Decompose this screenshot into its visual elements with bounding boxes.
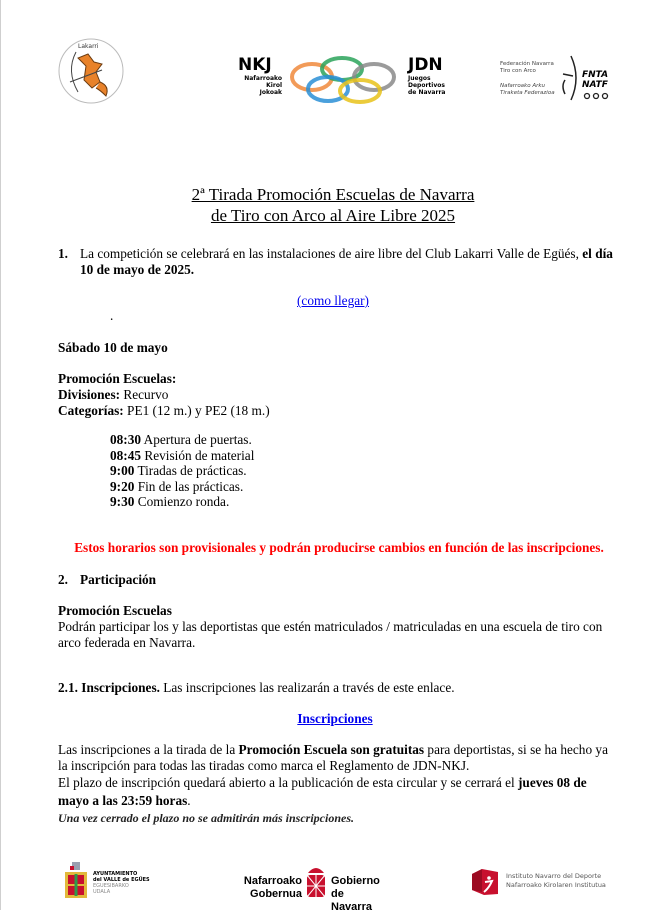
section-2-number: 2. [58, 572, 68, 587]
section-2-title: Participación [80, 572, 157, 587]
categories-value: PE1 (12 m.) y PE2 (18 m.) [123, 403, 270, 418]
section-2-subheading: Promoción Escuelas [58, 603, 172, 618]
section-1 [58, 246, 614, 278]
schedule-item: 08:45 Revisión de material [110, 447, 255, 463]
ind-cube-icon [470, 868, 500, 896]
schedule-warning: Estos horarios son provisionales y podrán producirse cambios en función de las inscripciones. [74, 540, 604, 555]
nkj-title: NKJ [238, 55, 272, 75]
navarra-coat-of-arms-icon [305, 863, 327, 903]
section-2-1-intro [58, 680, 614, 696]
schedule-item: 9:20 Fin de las prácticas. [110, 478, 244, 494]
title-line-1: 2ª Tirada Promoción Escuelas de Navarra [191, 185, 475, 204]
divisions-label: Divisiones: [58, 387, 121, 402]
section-2-1-body [58, 742, 614, 826]
free-registration-text: Las inscripciones a la tirada de la Promoción Escuela son gratuitas para deportistas, si se ha hecho ya la inscripción para todas las tiradas como marca el Reglamento de JDN-NKJ. [58, 742, 608, 773]
promo-heading: Promoción Escuelas: [58, 371, 177, 386]
ayuntamiento-egues-logo [64, 858, 164, 902]
title-line-2: de Tiro con Arco al Aire Libre 2025 [210, 206, 456, 225]
archer-icon [559, 54, 579, 102]
section-1-number: 1. [58, 246, 68, 261]
stray-dot: . [110, 308, 114, 323]
divisions-value: Recurvo [120, 387, 169, 402]
jdn-title: JDN [408, 55, 443, 75]
page-title [0, 184, 666, 226]
section-2-heading [58, 572, 614, 588]
categories-label: Categorías: [58, 403, 124, 418]
directions-link[interactable]: (como llegar) [297, 293, 369, 308]
egues-text: AYUNTAMIENTO del VALLE de EGÜES EGUESIBARKO UDALA [93, 871, 150, 895]
schedule-item: 08:30 Apertura de puertas. [110, 432, 252, 447]
day-heading: Sábado 10 de mayo [58, 340, 168, 355]
egues-shield-icon [64, 862, 88, 900]
inscripciones-link[interactable]: Inscripciones [297, 711, 373, 726]
section-2-body [58, 603, 614, 651]
fnta-logo [497, 52, 617, 104]
fnta-text-top: Federación Navarra Tiro con Arco [500, 61, 554, 74]
rings-icon [290, 55, 400, 105]
ind-logo [470, 858, 630, 898]
fnta-badge: FNTA NATF [582, 70, 609, 90]
jdn-subtitle: Juegos Deportivos de Navarra [408, 75, 446, 96]
schedule-item: 9:30 Comienzo ronda. [110, 494, 230, 510]
section-1-date: día 10 de mayo de 2025. [80, 246, 613, 277]
gobierno-spanish-text: Gobierno de Navarra [331, 875, 380, 913]
deadline-text: El plazo de inscripción quedará abierto a la publicación de esta circular y se cerrará el jueves 08 de mayo a las 23:59 horas. [58, 775, 587, 808]
section-2-1-label: 2.1. Inscripciones. [58, 680, 160, 695]
section-1-bold-el: el [582, 246, 592, 261]
schedule-item: 9:00 Tiradas de prácticas. [110, 463, 247, 479]
inscripciones-link-row [0, 711, 666, 727]
fnta-text-bottom: Nafarroako Arku Tiraketa Federazioa [500, 83, 555, 96]
gobierno-navarra-logo [236, 858, 386, 913]
section-2-text: Podrán participar los y las deportistas que estén matriculados / matriculadas en una escuela de tiro con arco federada en Navarra. [58, 619, 603, 650]
nkj-subtitle: Nafarroako Kirol Jokoak [244, 75, 282, 96]
page-edge [0, 0, 1, 910]
nkj-jdn-logo [238, 55, 453, 105]
section-2-1-text: Las inscripciones las realizarán a través de este enlace. [159, 680, 455, 695]
fnta-chain-icon [583, 92, 609, 100]
closing-note: Una vez cerrado el plazo no se admitirán más inscripciones. [58, 811, 355, 825]
schedule-list [110, 432, 254, 510]
lakarri-club-logo [56, 36, 126, 106]
gobierno-basque-text: Nafarroako Gobernua [243, 875, 302, 900]
directions-link-row [0, 293, 666, 309]
promo-block [58, 371, 614, 419]
section-1-text: La competición se celebrará en las instalaciones de aire libre del Club Lakarri Valle de Egüés, [80, 246, 583, 261]
fox-logo-text: Lakarri [78, 43, 99, 50]
ind-text: Instituto Navarro del Deporte Nafarroako Kirolaren Institutua [506, 872, 606, 889]
